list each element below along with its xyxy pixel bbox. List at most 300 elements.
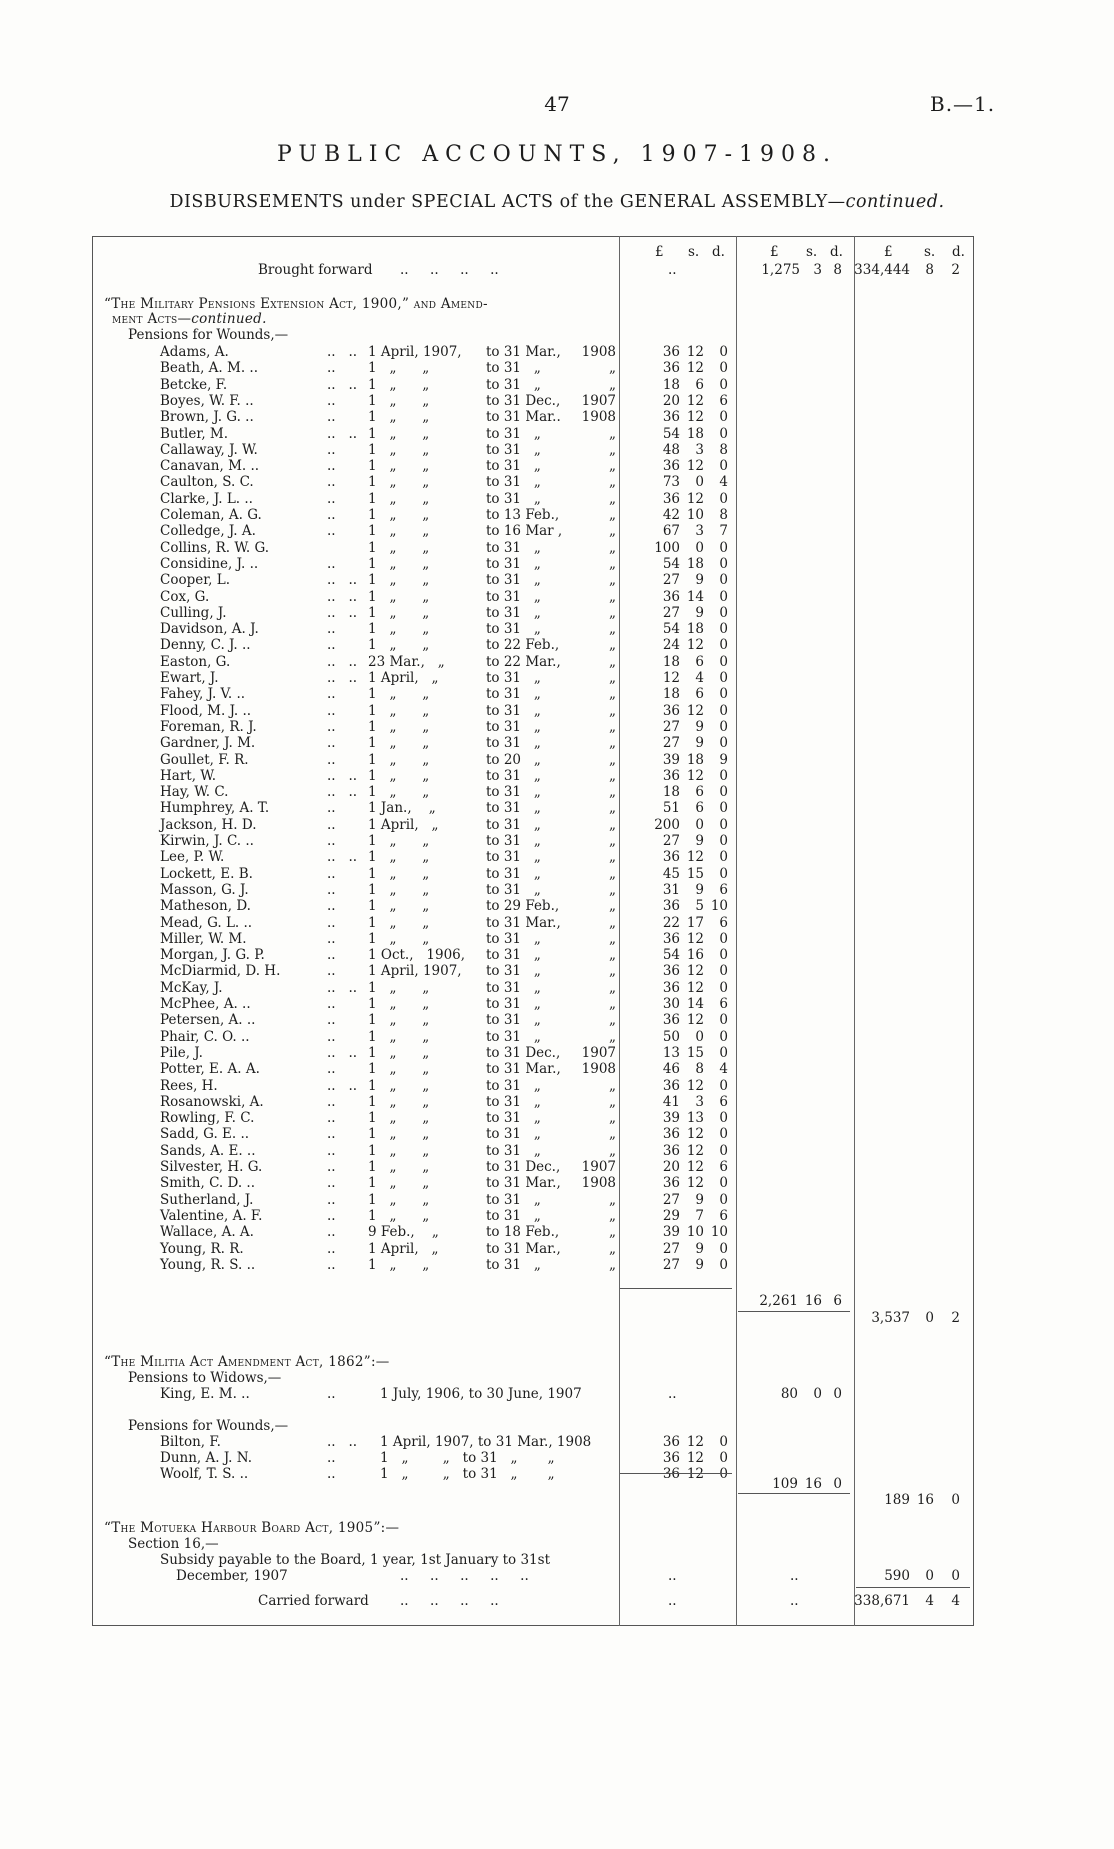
table-row [0,1224,1114,1240]
militia-subtotal-rule [738,1493,850,1494]
pension-name: Flood, M. J. .. [160,702,252,719]
table-row [0,507,1114,523]
pension-d: 10 [710,898,728,915]
pension-to: to 31 „ [486,425,541,442]
militia-widow-pence: 0 [833,1386,842,1402]
page-number: 47 [544,92,570,116]
pension-name: Canavan, M. .. [160,458,260,475]
pension-l: 51 [662,800,680,817]
pension-name: Morgan, J. G. P. [160,947,265,964]
pension-to: to 13 Feb., [486,507,560,523]
pension-name: Phair, C. O. .. [160,1028,250,1045]
pension-yr: „ [609,1077,616,1094]
pension-l: 27 [662,572,680,589]
pension-l: 39 [662,751,680,768]
militia-pension-period: 1 „ „ to 31 „ „ [380,1466,555,1482]
pension-from: 1 „ „ [368,898,430,915]
militia-subtotal-pound: 109 [772,1476,798,1492]
pension-yr: 1907 [581,1044,616,1061]
pension-l: 18 [662,376,680,393]
pension-yr: „ [609,865,616,882]
pension-yr: „ [609,963,616,980]
pension-l: 36 [662,458,680,475]
pension-name: Adams, A. [160,344,229,360]
pension-dots: .. .. [327,784,358,801]
pension-l: 12 [662,670,680,686]
pension-dots: .. [327,996,336,1012]
col2-shilling-header: s. [806,244,818,260]
military-wounds-heading: Pensions for Wounds,— [128,327,289,343]
pension-l: 13 [662,1044,680,1061]
table-row [0,947,1114,963]
table-row [0,1257,1114,1273]
pension-yr: „ [609,718,616,735]
brought-forward-col1: .. [668,262,677,278]
pension-name: Sands, A. E. .. [160,1142,256,1159]
pension-to: to 22 Mar., [486,653,561,670]
pension-dots: .. .. [327,344,358,360]
pension-to: to 31 „ [486,816,541,833]
pension-yr: „ [609,588,616,605]
pension-yr: „ [609,881,616,898]
pension-dots: .. .. [327,588,358,605]
militia-pension-name: Woolf, T. S. .. [160,1466,249,1482]
subtitle-text: DISBURSEMENTS under SPECIAL ACTS of the GENERAL ASSEMBLY— [169,192,846,212]
pension-d: 0 [719,588,728,605]
pension-d: 9 [719,751,728,768]
pension-from: 9 Feb., „ [368,1224,439,1241]
pension-dots: .. [327,735,336,752]
pension-s: 9 [695,833,704,849]
pension-s: 12 [686,1159,704,1175]
pension-from: 1 „ „ [368,1028,430,1045]
pension-l: 200 [654,816,680,833]
pension-from: 1 „ „ [368,523,430,540]
pension-to: to 31 „ [486,555,541,572]
col1-pence-header: d. [712,244,725,260]
pension-name: McDiarmid, D. H. [160,963,281,980]
pension-d: 6 [719,881,728,898]
pension-d: 4 [719,474,728,491]
pension-yr: „ [609,555,616,572]
pension-dots: .. [327,1224,336,1241]
pension-to: to 31 Mar., [486,344,561,360]
pension-l: 36 [662,767,680,784]
pension-s: 6 [695,784,704,801]
pension-yr: „ [609,930,616,947]
carried-forward-pound: 338,671 [854,1593,910,1609]
pension-yr: „ [609,653,616,670]
pension-dots: .. [327,833,336,849]
pension-dots: .. [327,1126,336,1143]
pension-dots: .. [327,686,336,703]
col1-pound-header: £ [655,244,664,260]
militia-total-shilling: 16 [916,1492,934,1508]
pension-dots: .. .. [327,425,358,442]
pension-name: Young, R. R. [160,1240,244,1257]
pension-to: to 31 „ [486,1012,541,1029]
pension-d: 0 [719,865,728,882]
pension-name: Rees, H. [160,1077,218,1094]
pension-yr: „ [609,621,616,638]
pension-s: 18 [686,555,704,572]
pension-dots: .. [327,865,336,882]
pension-l: 20 [662,392,680,409]
militia-widow-pound: 80 [780,1386,798,1402]
military-total-pence: 2 [951,1310,960,1326]
table-row [0,1045,1114,1061]
pension-l: 36 [662,1175,680,1192]
pension-d: 0 [719,376,728,393]
pension-from: 1 „ „ [368,490,430,507]
militia-widow-col1: .. [668,1386,677,1402]
pension-from: 1 April, „ [368,1240,439,1257]
table-row [0,409,1114,425]
pension-s: 12 [686,360,704,377]
pension-yr: „ [609,376,616,393]
military-act-title: “The Military Pensions Extension Act, 1900,” and Amend- [104,296,488,312]
table-row [0,915,1114,931]
pension-d: 7 [719,523,728,540]
pension-d: 0 [719,1240,728,1257]
brought-forward-col3-pound: 334,444 [854,262,910,278]
militia-sum-rule [620,1473,732,1474]
pension-to: to 31 „ [486,1126,541,1143]
pension-s: 12 [686,344,704,360]
table-row [0,1012,1114,1028]
pension-yr: „ [609,979,616,996]
pension-s: 12 [686,490,704,507]
pension-name: Sadd, G. E. .. [160,1126,250,1143]
pension-to: to 29 Feb., [486,898,560,915]
carried-forward-dots: .. .. .. .. [400,1593,499,1609]
pension-dots: .. [327,409,336,426]
pension-from: 1 „ „ [368,881,430,898]
table-row [0,377,1114,393]
pension-to: to 31 Mar., [486,1061,561,1078]
table-row [0,768,1114,784]
pension-name: Humphrey, A. T. [160,800,270,817]
pension-l: 18 [662,686,680,703]
pension-name: Miller, W. M. [160,930,247,947]
pension-l: 27 [662,1256,680,1273]
pension-s: 6 [695,653,704,670]
pension-s: 5 [695,898,704,915]
pension-dots: .. [327,458,336,475]
pension-d: 6 [719,1207,728,1224]
pension-from: 1 „ „ [368,914,430,931]
pension-d: 0 [719,1028,728,1045]
col3-pound-header: £ [884,244,893,260]
pension-from: 1 „ „ [368,621,430,638]
pension-l: 24 [662,637,680,654]
pension-name: Beath, A. M. .. [160,360,258,377]
pension-from: 1 „ „ [368,1191,430,1208]
pension-s: 15 [686,1044,704,1061]
pension-s: 12 [686,979,704,996]
pension-s: 14 [686,588,704,605]
pension-s: 12 [686,702,704,719]
table-row [0,931,1114,947]
pension-to: to 31 „ [486,572,541,589]
pension-dots: .. .. [327,604,358,621]
pension-d: 0 [719,360,728,377]
pension-name: Collins, R. W. G. [160,539,270,556]
pension-s: 4 [695,670,704,686]
pension-from: 1 „ „ [368,604,430,621]
table-row [0,1159,1114,1175]
pension-l: 36 [662,979,680,996]
pension-from: 1 „ „ [368,572,430,589]
pension-name: Coleman, A. G. [160,507,262,523]
pension-s: 13 [686,1110,704,1127]
pension-from: 1 April, 1907, [368,963,462,980]
pension-to: to 31 „ [486,849,541,866]
pension-l: 54 [662,621,680,638]
militia-pension-period: 1 April, 1907, to 31 Mar., 1908 [380,1434,592,1450]
pension-l: 20 [662,1159,680,1175]
carried-forward-col1: .. [668,1593,677,1609]
pension-to: to 31 „ [486,1093,541,1110]
pension-d: 6 [719,392,728,409]
col1-shilling-header: s. [688,244,700,260]
pension-from: 1 „ „ [368,979,430,996]
pension-d: 0 [719,735,728,752]
pension-d: 0 [719,621,728,638]
pension-s: 18 [686,751,704,768]
pension-d: 0 [719,344,728,360]
table-row [0,556,1114,572]
pension-d: 0 [719,1077,728,1094]
brought-forward-col3-pence: 2 [951,262,960,278]
pension-dots: .. .. [327,670,358,686]
pension-dots: .. [327,441,336,458]
pension-yr: „ [609,507,616,523]
military-total-shilling: 0 [925,1310,934,1326]
pension-name: Caulton, S. C. [160,474,254,491]
pension-to: to 31 „ [486,441,541,458]
pension-d: 8 [719,441,728,458]
pension-l: 54 [662,947,680,964]
pension-name: Potter, E. A. A. [160,1061,260,1078]
motueka-description: Subsidy payable to the Board, 1 year, 1st January to 31st [160,1552,550,1568]
pension-yr: „ [609,1256,616,1273]
pension-name: Callaway, J. W. [160,441,258,458]
pension-l: 54 [662,555,680,572]
pension-to: to 31 „ [486,767,541,784]
pension-to: to 16 Mar , [486,523,563,540]
table-row [0,898,1114,914]
brought-forward-dots: .. .. .. .. [400,262,499,278]
pension-l: 39 [662,1110,680,1127]
pension-dots: .. [327,523,336,540]
militia-widow-period: 1 July, 1906, to 30 June, 1907 [380,1386,582,1402]
pension-dots: .. [327,360,336,377]
pension-d: 0 [719,425,728,442]
pension-dots: .. [327,881,336,898]
table-row [0,491,1114,507]
motueka-col1: .. [668,1568,677,1584]
motueka-total-shilling: 0 [925,1568,934,1584]
pension-l: 39 [662,1224,680,1241]
military-act-title-cont: ment Acts— [112,311,192,327]
pension-name: Smith, C. D. .. [160,1175,256,1192]
pension-name: Jackson, H. D. [160,816,257,833]
pension-to: to 31 „ [486,979,541,996]
pension-to: to 31 Mar., [486,914,561,931]
militia-widow-name: King, E. M. .. [160,1386,250,1402]
pension-dots: .. [327,1012,336,1029]
pension-name: McPhee, A. .. [160,996,251,1012]
pension-from: 1 „ „ [368,1012,430,1029]
pension-from: 1 „ „ [368,474,430,491]
pension-to: to 31 „ [486,1142,541,1159]
military-act-title-line2 [112,311,267,327]
pension-to: to 31 „ [486,930,541,947]
pension-s: 12 [686,767,704,784]
pension-s: 12 [686,1142,704,1159]
pension-l: 67 [662,523,680,540]
pension-from: 1 „ „ [368,1110,430,1127]
pension-d: 0 [719,1044,728,1061]
table-row [0,817,1114,833]
motueka-total-pound: 590 [884,1568,910,1584]
pension-l: 18 [662,784,680,801]
pension-s: 12 [686,930,704,947]
pension-s: 0 [695,1028,704,1045]
pension-d: 0 [719,816,728,833]
pension-dots: .. .. [327,1044,358,1061]
pension-d: 8 [719,507,728,523]
pension-from: 1 April, 1907, [368,344,462,360]
pension-from: 1 Oct., 1906, [368,947,466,964]
table-row [0,719,1114,735]
table-row [0,344,1114,360]
pension-d: 0 [719,800,728,817]
pension-to: to 18 Feb., [486,1224,560,1241]
pension-l: 36 [662,898,680,915]
pension-yr: „ [609,914,616,931]
pension-d: 0 [719,1012,728,1029]
pension-s: 12 [686,458,704,475]
pension-from: 1 „ „ [368,588,430,605]
pension-l: 31 [662,881,680,898]
military-subtotal-pound: 2,261 [759,1293,798,1309]
pension-dots: .. [327,718,336,735]
militia-pension-dots: .. [327,1466,336,1482]
militia-pension-s: 12 [686,1434,704,1450]
pension-s: 12 [686,392,704,409]
pension-dots: .. .. [327,572,358,589]
pension-yr: „ [609,1028,616,1045]
pension-from: 1 „ „ [368,1142,430,1159]
pension-yr: „ [609,1012,616,1029]
militia-pension-dots: .. .. [327,1434,358,1450]
pension-l: 36 [662,702,680,719]
pension-from: 1 „ „ [368,458,430,475]
pension-from: 1 „ „ [368,1256,430,1273]
pension-dots: .. [327,1028,336,1045]
table-row [0,393,1114,409]
pension-s: 12 [686,1175,704,1192]
pension-from: 1 „ „ [368,865,430,882]
pension-from: 1 „ „ [368,849,430,866]
table-row [0,752,1114,768]
pension-name: Foreman, R. J. [160,718,257,735]
militia-pension-d: 0 [719,1434,728,1450]
militia-pension-l: 36 [662,1466,680,1482]
pension-yr: „ [609,474,616,491]
pension-name: Silvester, H. G. [160,1159,263,1175]
pension-name: Easton, G. [160,653,231,670]
pension-to: to 22 Feb., [486,637,560,654]
military-sum-rule [620,1288,732,1289]
pension-from: 1 „ „ [368,784,430,801]
table-row [0,882,1114,898]
table-row [0,1078,1114,1094]
pension-yr: „ [609,441,616,458]
militia-subtotal-shilling: 16 [804,1476,822,1492]
militia-total-pound: 189 [884,1492,910,1508]
pension-to: to 31 „ [486,588,541,605]
pension-name: Rowling, F. C. [160,1110,255,1127]
table-row [0,621,1114,637]
pension-yr: „ [609,735,616,752]
carried-forward-rule [856,1587,970,1588]
military-act-continued: continued. [191,311,267,327]
pension-from: 1 „ „ [368,996,430,1012]
pension-dots: .. .. [327,767,358,784]
pension-yr: „ [609,490,616,507]
pension-from: 1 „ „ [368,930,430,947]
militia-pension-dots: .. [327,1450,336,1466]
pension-s: 18 [686,621,704,638]
pension-to: to 31 „ [486,881,541,898]
pension-dots: .. [327,898,336,915]
militia-pension-s: 12 [686,1450,704,1466]
table-row [0,637,1114,653]
pension-s: 9 [695,1240,704,1257]
pension-name: Lee, P. W. [160,849,225,866]
pension-name: Lockett, E. B. [160,865,253,882]
table-row [0,1192,1114,1208]
pension-yr: „ [609,833,616,849]
pension-l: 42 [662,507,680,523]
pension-to: to 31 „ [486,376,541,393]
pension-yr: „ [609,1224,616,1241]
pension-to: to 20 „ [486,751,541,768]
brought-forward-col2-shilling: 3 [813,262,822,278]
pension-from: 1 „ „ [368,751,430,768]
table-row [0,1241,1114,1257]
pension-name: Clarke, J. L. .. [160,490,253,507]
pension-yr: „ [609,1126,616,1143]
pension-name: Culling, J. [160,604,227,621]
militia-widow-dots: .. [327,1386,336,1402]
pension-to: to 31 „ [486,474,541,491]
militia-pension-name: Bilton, F. [160,1434,221,1450]
table-row [0,1208,1114,1224]
pension-s: 14 [686,996,704,1012]
militia-pension-d: 0 [719,1466,728,1482]
table-row [0,980,1114,996]
pension-s: 0 [695,816,704,833]
militia-pension-d: 0 [719,1450,728,1466]
pension-yr: „ [609,1191,616,1208]
pension-name: Denny, C. J. .. [160,637,251,654]
brought-forward-col3-shilling: 8 [925,262,934,278]
pension-s: 0 [695,474,704,491]
